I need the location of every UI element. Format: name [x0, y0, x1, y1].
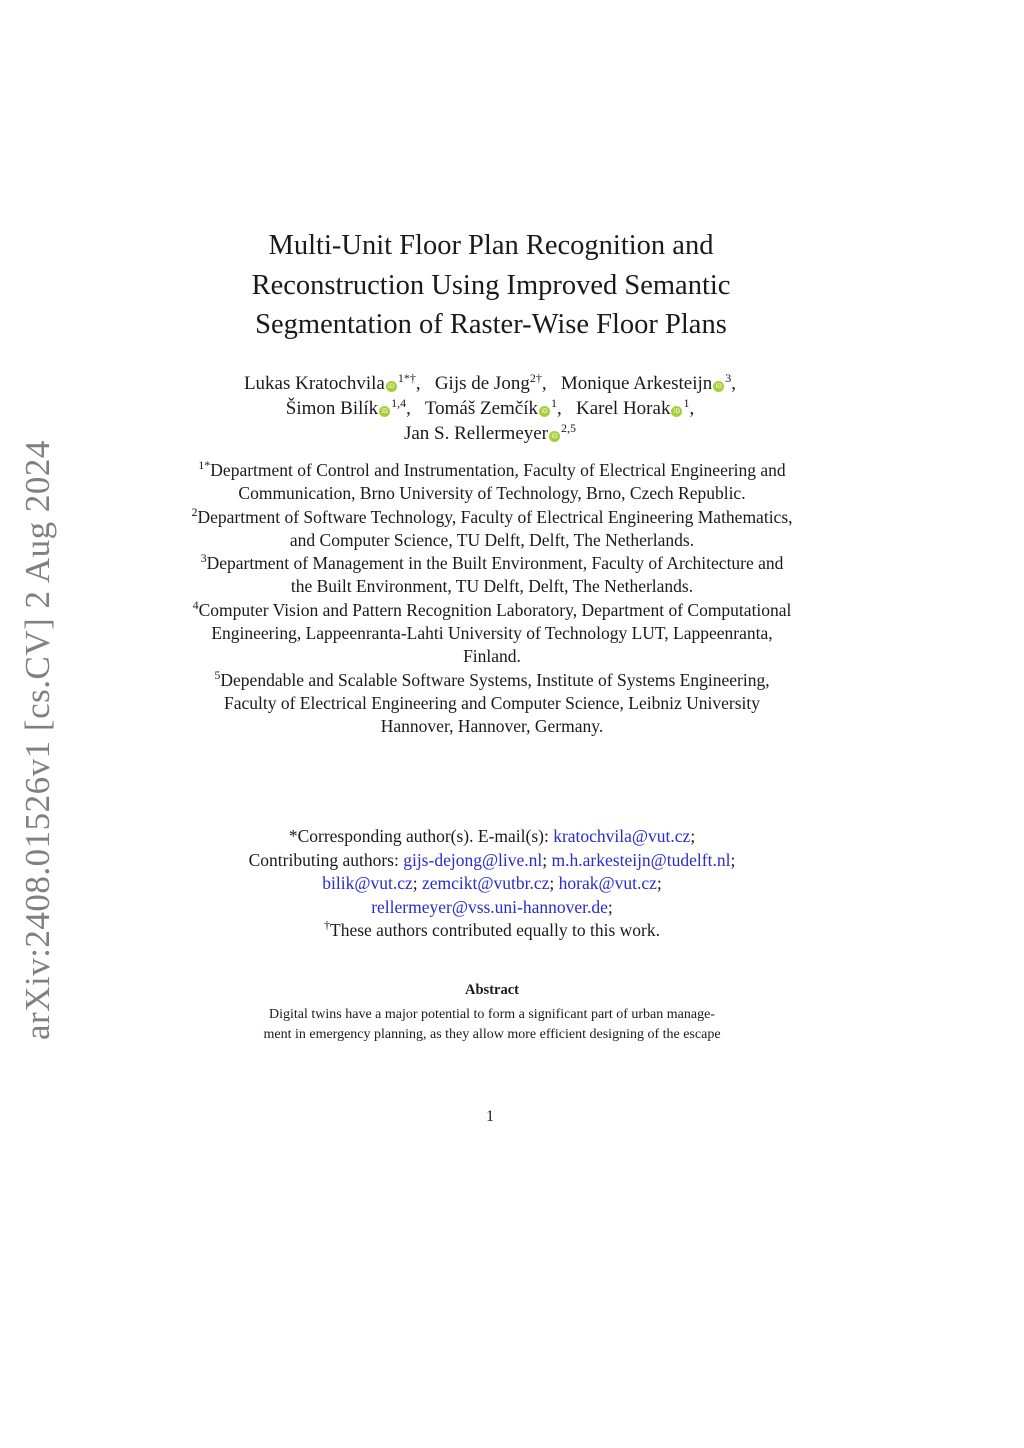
title-line-2: Reconstruction Using Improved Semantic	[251, 269, 731, 301]
author-name: Jan S. Rellermeyer	[403, 423, 549, 444]
author-name: Lukas Kratochvila	[243, 373, 385, 394]
author-separator: ,	[689, 398, 695, 419]
author	[425, 398, 571, 419]
affiliation-text: Computer Vision and Pattern Recognition Laboratory, Department of Computational Engineering, Lappeenranta-Lahti University of Technology LUT, Lappeenranta, Finland.	[198, 599, 792, 667]
abstract-line: ment in emergency planning, as they allow more efficient designing of the escape	[263, 1026, 721, 1042]
affiliation-text: Department of Software Technology, Faculty of Electrical Engineering Mathematics, and Computer Science, TU Delft, Delft, The Netherlands.	[197, 506, 793, 550]
affiliation-mark: 1*	[198, 458, 211, 472]
arxiv-identifier: arXiv:2408.01526v1 [cs.CV] 2 Aug 2024	[18, 440, 57, 1040]
author-separator: ,	[557, 398, 572, 419]
author	[404, 423, 576, 444]
affiliation-text: Department of Control and Instrumentation, Faculty of Electrical Engineering and Communication, Brno University of Technology, Brno, Czech Republic.	[210, 460, 786, 504]
equal-contribution-note	[190, 919, 794, 943]
email-line: rellermeyer@vss.uni-hannover.de;	[371, 896, 613, 917]
orcid-icon[interactable]: iD	[549, 431, 560, 442]
author	[561, 373, 736, 394]
corresponding-author-line: *Corresponding author(s). E-mail(s): kratochvila@vut.cz;	[288, 826, 696, 846]
contributing-authors-line: Contributing authors: gijs-dejong@live.nl; m.h.arkesteijn@tudelft.nl;	[248, 849, 736, 870]
affiliation	[190, 459, 794, 506]
author-separator: ,	[541, 373, 557, 394]
abstract-heading: Abstract	[465, 982, 519, 998]
author-affiliation-mark: 1	[551, 396, 558, 410]
author-list	[190, 371, 790, 446]
author-name: Karel Horak	[576, 398, 671, 419]
abstract-text	[200, 1005, 784, 1044]
email-link[interactable]: m.h.arkesteijn@tudelft.nl	[551, 849, 731, 870]
affiliation	[190, 506, 794, 553]
affiliation	[190, 599, 794, 669]
author-name: Monique Arkesteijn	[560, 373, 713, 394]
orcid-icon[interactable]: iD	[713, 381, 724, 392]
author-affiliation-mark: 2†	[529, 371, 542, 385]
author-affiliation-mark: 1*†	[397, 371, 416, 385]
email-line: bilik@vut.cz; zemcikt@vutbr.cz; horak@vut.cz;	[322, 873, 662, 893]
author-separator: ,	[731, 373, 737, 394]
author-separator: ,	[406, 398, 421, 419]
affiliation-mark: 2	[191, 504, 198, 519]
abstract-line: Digital twins have a major potential to form a significant part of urban manage-	[269, 1007, 715, 1022]
orcid-icon[interactable]: iD	[671, 406, 682, 417]
dagger-mark: †	[324, 918, 330, 932]
orcid-icon[interactable]: iD	[539, 406, 550, 417]
affiliation-list	[190, 459, 794, 739]
email-link[interactable]: rellermeyer@vss.uni-hannover.de	[371, 896, 608, 917]
corresponding-label: *Corresponding author(s). E-mail(s):	[288, 826, 549, 846]
affiliation-mark: 3	[200, 551, 207, 566]
contributing-label: Contributing authors:	[248, 849, 399, 870]
affiliation-text: Dependable and Scalable Software Systems, Institute of Systems Engineering, Faculty of Electrical Engineering and Computer Science, Leibniz University Hannover, Hannover, Germany.	[220, 669, 770, 737]
paper-title	[200, 226, 782, 345]
author	[244, 373, 430, 394]
author-affiliation-mark: 3	[725, 371, 732, 385]
author-name: Šimon Bilík	[285, 398, 379, 419]
title-line-3: Segmentation of Raster-Wise Floor Plans	[255, 309, 727, 340]
page-number: 1	[486, 1108, 494, 1125]
equal-contribution-text: These authors contributed equally to this work.	[330, 920, 660, 940]
affiliation	[190, 669, 794, 739]
author-affiliation-mark: 1	[683, 396, 690, 410]
affiliation-mark: 4	[192, 597, 199, 612]
author	[576, 398, 694, 419]
author	[286, 398, 421, 419]
author-affiliation-mark: 2,5	[561, 421, 577, 435]
author-name: Tomáš Zemčík	[424, 398, 539, 419]
email-link[interactable]: zemcikt@vutbr.cz	[421, 873, 550, 893]
author-separator: ,	[415, 373, 431, 394]
contact-info	[190, 825, 794, 943]
email-link[interactable]: gijs-dejong@live.nl	[403, 849, 543, 870]
email-link[interactable]: bilik@vut.cz	[322, 873, 413, 893]
author-affiliation-mark: 1,4	[391, 396, 407, 410]
affiliation-text: Department of Management in the Built Environment, Faculty of Architecture and the Built Environment, TU Delft, Delft, The Netherlands.	[206, 553, 784, 597]
orcid-icon[interactable]: iD	[386, 381, 397, 392]
author	[435, 373, 556, 394]
author-name: Gijs de Jong	[434, 373, 530, 394]
email-link[interactable]: horak@vut.cz	[558, 873, 657, 893]
affiliation-mark: 5	[214, 667, 221, 682]
orcid-icon[interactable]: iD	[379, 406, 390, 417]
affiliation	[190, 552, 794, 599]
email-link[interactable]: kratochvila@vut.cz	[553, 826, 691, 846]
title-line-1: Multi-Unit Floor Plan Recognition and	[268, 230, 714, 261]
